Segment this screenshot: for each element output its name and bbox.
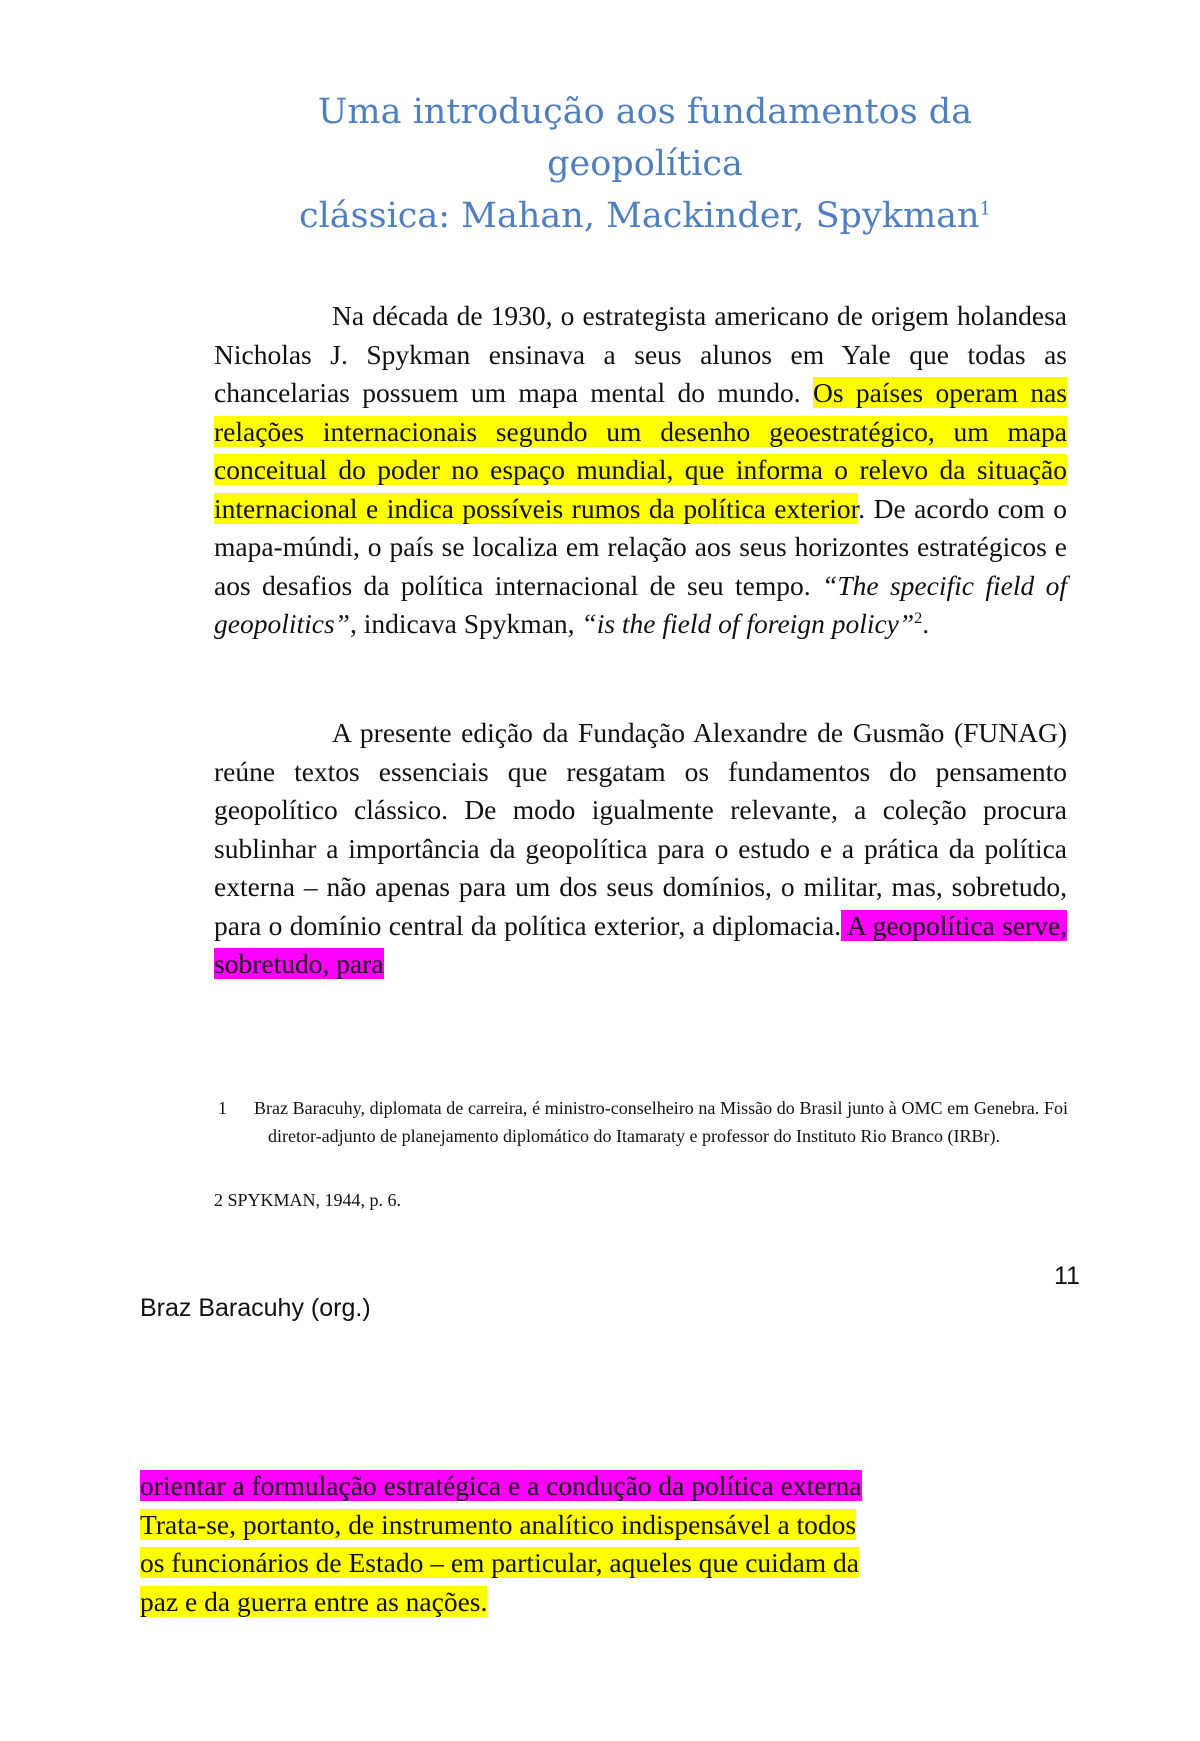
paragraph-spykman: [214, 297, 1067, 644]
paragraph-1-intro: Na década de 1930, o estrategista americano de origem holandesa Nicholas J. Spykman ensinava a seus alunos em Yale que todas as chancelarias possuem um mapa mental do mundo.: [214, 300, 1067, 408]
yellow-highlight-line-1: Trata-se, portanto, de instrumento analítico indispensável a todos: [140, 1508, 857, 1540]
magenta-highlight-geopolitics: A geopolítica serve, sobretudo, para: [214, 909, 1067, 979]
paragraph-1-between: , indicava Spykman,: [349, 608, 582, 639]
paragraph-1-end: .: [922, 608, 930, 639]
yellow-highlight-line-2: os funcionários de Estado – em particular, aqueles que cuidam da: [140, 1547, 860, 1578]
paragraph-3-line-2: [140, 1506, 990, 1545]
footnote-1: [218, 1094, 1068, 1150]
footnote-ref-2[interactable]: 2: [914, 609, 923, 627]
quote-specific-field: “The specific field of geopolitics”: [214, 569, 1067, 639]
footnote-1-text: Braz Baracuhy, diplomata de carreira, é ministro-conselheiro na Missão do Brasil junto à OMC em Genebra. Foi diretor-adjunto de planejamento diplomático do Itamaraty e professor do Instituto Rio Branco (IRBr).: [254, 1098, 1068, 1146]
footnote-2: [214, 1186, 814, 1214]
paragraph-continuation: [140, 1467, 990, 1621]
title-footnote-ref[interactable]: 1: [979, 198, 991, 220]
page-number: 11: [1054, 1262, 1080, 1290]
chapter-title: [215, 86, 1075, 242]
footnote-2-text: SPYKMAN, 1944, p. 6.: [227, 1190, 402, 1210]
paragraph-1-middle: . De acordo com o mapa-múndi, o país se localiza em relação aos seus horizontes estratégicos e aos desafios da política internacional de seu tempo.: [214, 492, 1068, 601]
yellow-highlight-geostrategic: Os países operam nas relações internacionais segundo um desenho geoestratégico, um mapa conceitual do poder no espaço mundial, que informa o relevo da situação internacional e indica possíveis rumos da política exterior: [214, 377, 1067, 524]
quote-foreign-policy: “is the field of foreign policy”: [581, 608, 915, 639]
footnote-2-number: 2: [214, 1190, 223, 1210]
chapter-title-line-1: Uma introdução aos fundamentos da geopolítica: [317, 92, 973, 184]
paragraph-2-text: A presente edição da Fundação Alexandre de Gusmão (FUNAG) reúne textos essenciais que resgatam os fundamentos do pensamento geopolítico clássico. De modo igualmente relevante, a coleção procura sublinhar a importância da geopolítica para o estudo e a prática da política externa – não apenas para um dos seus domínios, o militar, mas, sobretudo, para o domínio central da política exterior, a diplomacia.: [214, 717, 1067, 941]
footnote-1-number: 1: [218, 1098, 227, 1118]
paragraph-3-line-3: [140, 1544, 990, 1583]
running-footer: Braz Baracuhy (org.): [140, 1294, 371, 1322]
paragraph-funag: [214, 714, 1067, 984]
paragraph-3-line-1: [140, 1467, 990, 1506]
paragraph-3-line-4: [140, 1583, 990, 1622]
magenta-highlight-orientar: orientar a formulação estratégica e a condução da política externa: [140, 1470, 862, 1501]
yellow-highlight-line-3: paz e da guerra entre as nações.: [140, 1585, 488, 1617]
chapter-title-line-2: clássica: Mahan, Mackinder, Spykman: [299, 196, 980, 236]
